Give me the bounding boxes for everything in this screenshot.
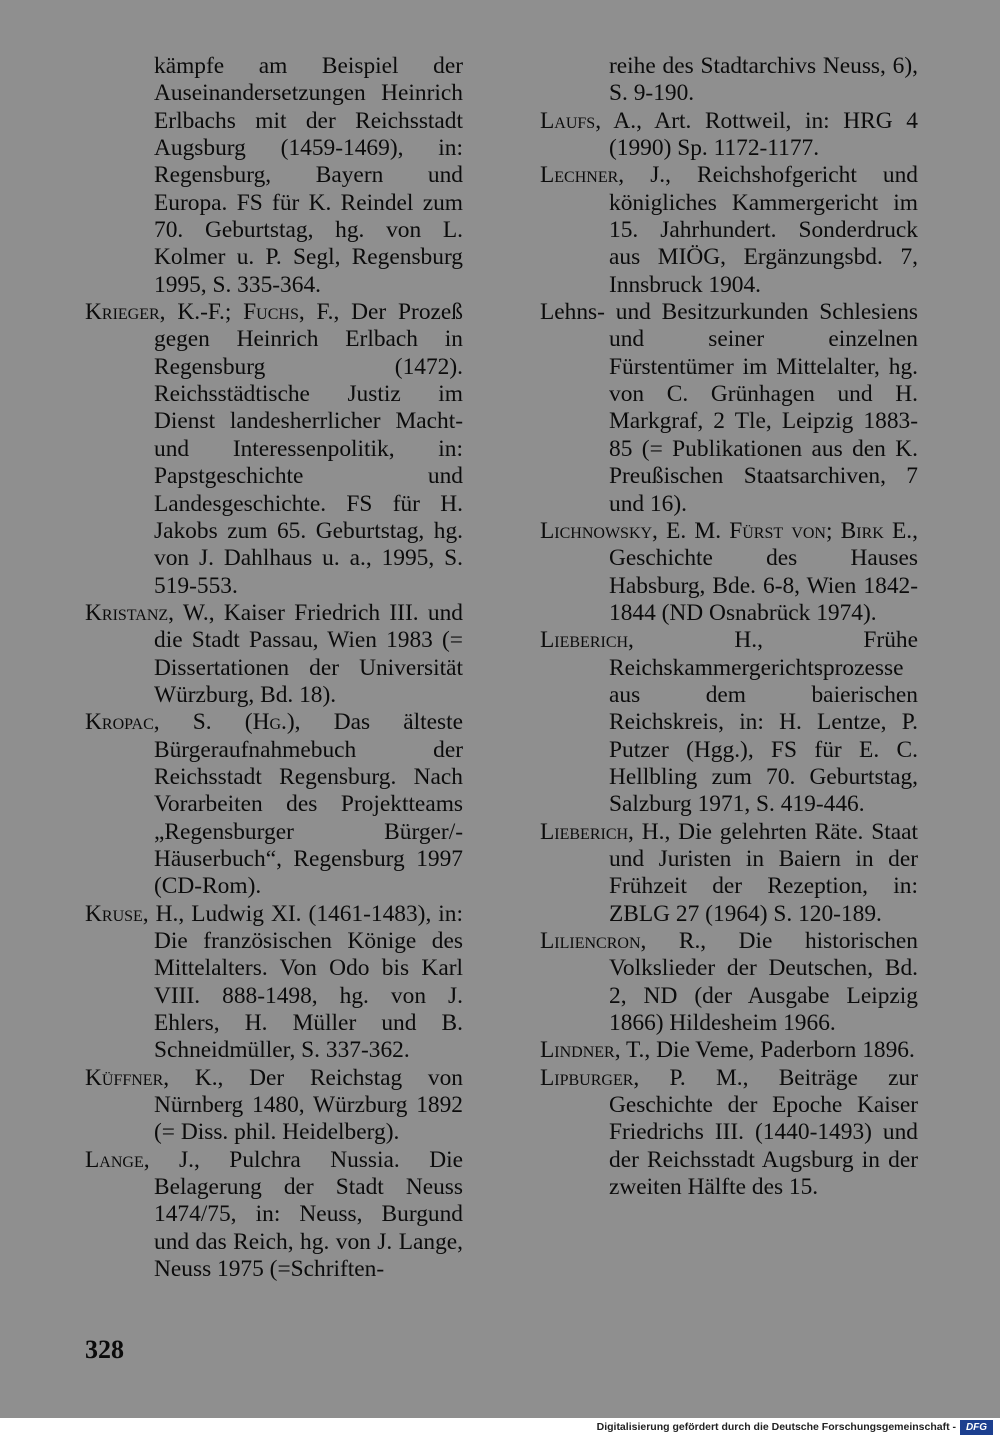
footer-bar — [0, 1418, 1000, 1439]
right-column — [540, 53, 918, 1201]
dfg-logo-icon: DFG — [960, 1420, 993, 1435]
entry-author: Kruse, H., — [85, 900, 185, 927]
entry-author: Laufs, A., — [540, 107, 642, 134]
bibliography-entry — [540, 108, 918, 163]
entry-text: Pulchra Nussia. Die Belagerung der Stadt Neuss 1474/75, in: Neuss, Burgund und das Reich, hg. von J. Lange, Neuss 1975 (=Schriften- — [154, 1146, 463, 1283]
bibliography-entry — [540, 928, 918, 1037]
bibliography-entry — [85, 53, 463, 299]
bibliography-entry — [85, 1147, 463, 1284]
entry-author: Lieberich, H., — [540, 818, 671, 845]
entry-text: Die gelehrten Räte. Staat und Juristen in Baiern in der Frühzeit der Rezeption, in: ZBLG 27 (1964) S. 120-189. — [609, 818, 918, 927]
entry-author: Lange, J., — [85, 1146, 200, 1173]
entry-text: Der Prozeß gegen Heinrich Erlbach in Regensburg (1472). Reichsstädtische Justiz im Dienst landesherrlicher Macht- und Interessenpolitik, in: Papstgeschichte und Landesgeschichte. FS für H. Jakobs zum 65. Geburtstag, hg. von J. Dahlhaus u. a., 1995, S. 519-553. — [154, 299, 463, 599]
entry-text: Frühe Reichskammergerichtsprozesse aus dem baierischen Reichskreis, in: H. Lentze, P. Putzer (Hgg.), FS für E. C. Hellbling zum 70. Geburtstag, Salzburg 1971, S. 419-446. — [609, 627, 918, 818]
bibliography-entry — [85, 1065, 463, 1147]
entry-text: kämpfe am Beispiel der Auseinandersetzungen Heinrich Erlbachs mit der Reichsstadt Augsburg (1459-1469), in: Regensburg, Bayern und Europa. FS für K. Reindel zum 70. Geburtstag, hg. von L. Kolmer u. P. Segl, Regensburg 1995, S. 335-364. — [154, 53, 463, 298]
entry-author: Küffner, K., — [85, 1064, 224, 1091]
entry-author: Lipburger, P. M., — [540, 1064, 749, 1091]
bibliography-entry — [540, 819, 918, 928]
left-column — [85, 53, 463, 1283]
entry-text: Geschichte des Hauses Habsburg, Bde. 6-8, Wien 1842-1844 (ND Osnabrück 1974). — [609, 545, 918, 626]
bibliography-entry — [540, 518, 918, 627]
page-number: 328 — [85, 1335, 124, 1364]
footer-credit-text: Digitalisierung gefördert durch die Deutsche Forschungsgemeinschaft - — [596, 1421, 956, 1433]
entry-text: Ludwig XI. (1461-1483), in: Die französischen Könige des Mittelalters. Von Odo bis Karl VIII. 888-1498, hg. von J. Ehlers, H. Müller und B. Schneidmüller, S. 337-362. — [154, 900, 464, 1064]
entry-text: Beiträge zur Geschichte der Epoche Kaiser Friedrichs III. (1440-1493) und der Reichsstadt Augsburg in der zweiten Hälfte des 15. — [609, 1064, 919, 1201]
entry-text: Art. Rottweil, in: HRG 4 (1990) Sp. 1172-1177. — [609, 107, 918, 162]
bibliography-entry — [85, 901, 463, 1065]
bibliography-entry — [540, 1065, 918, 1202]
entry-author: Lieberich, H., — [540, 627, 763, 654]
entry-author: Liliencron, R., — [540, 928, 707, 954]
entry-text: reihe des Stadtarchivs Neuss, 6), S. 9-190. — [609, 53, 918, 107]
bibliography-entry — [540, 299, 918, 518]
entry-text: Die historischen Volkslieder der Deutschen, Bd. 2, ND (der Ausgabe Leipzig 1866) Hildesheim 1966. — [609, 928, 918, 1037]
entry-author: Lechner, J., — [540, 162, 671, 189]
entry-text: Lehns- und Besitzurkunden Schlesiens und seiner einzelnen Fürstentümer im Mittelalter, hg. von C. Grünhagen und H. Markgraf, 2 Tle, Leipzig 1883-85 (= Publikationen aus den K. Preußischen Staatsarchiven, 7 und 16). — [540, 299, 918, 517]
entry-text: Der Reichstag von Nürnberg 1480, Würzburg 1892 (= Diss. phil. Heidelberg). — [154, 1064, 464, 1146]
entry-text: Das älteste Bürgeraufnahmebuch der Reichsstadt Regensburg. Nach Vorarbeiten des Projektteams „Regensburger Bürger/-Häuserbuch“, Regensburg 1997 (CD-Rom). — [154, 709, 463, 900]
entry-author: Krieger, K.-F.; Fuchs, F., — [85, 299, 340, 326]
entry-author: Kristanz, W., — [85, 599, 215, 626]
bibliography-entry — [540, 162, 918, 299]
bibliography-entry — [540, 627, 918, 818]
entry-author: Kropac, S. (Hg.), — [85, 709, 301, 736]
bibliography-entry — [85, 600, 463, 709]
entry-text: Die Veme, Paderborn 1896. — [650, 1037, 915, 1064]
entry-author: Lindner, T., — [540, 1037, 651, 1064]
bibliography-entry — [540, 53, 918, 108]
bibliography-entry — [85, 709, 463, 900]
entry-author: Lichnowsky, E. M. Fürst von; Birk E., — [540, 517, 918, 544]
bibliography-entry — [540, 1037, 918, 1064]
entry-text: Reichshofgericht und königliches Kammergericht im 15. Jahrhundert. Sonderdruck aus MIÖG, Ergänzungsbd. 7, Innsbruck 1904. — [609, 162, 918, 298]
bibliography-entry — [85, 299, 463, 600]
entry-text: Kaiser Friedrich III. und die Stadt Passau, Wien 1983 (= Dissertationen der Universität Würzburg, Bd. 18). — [154, 599, 464, 708]
